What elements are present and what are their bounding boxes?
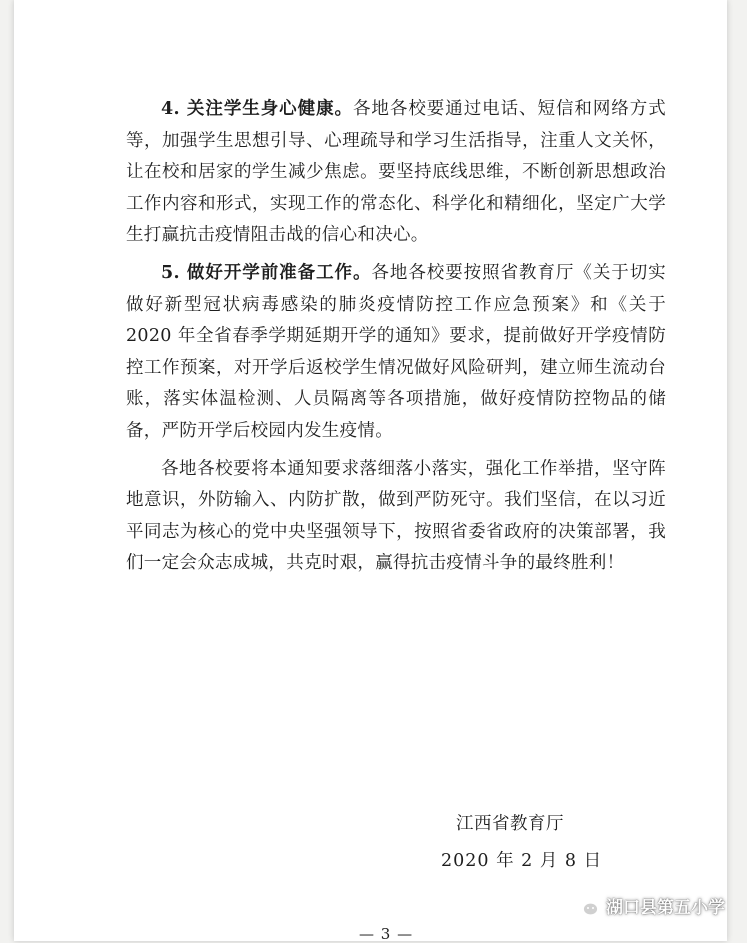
watermark bbox=[572, 893, 725, 918]
signature-date: 2020 年 2 月 8 日 bbox=[441, 851, 603, 871]
paragraph-5-heading: 5. 做好开学前准备工作。 bbox=[161, 262, 372, 283]
document-body bbox=[126, 94, 666, 586]
paragraph-closing-text: 各地各校要将本通知要求落细落小落实，强化工作举措，坚守阵地意识，外防输入、内防扩散，做到严防死守。我们坚信，在以习近平同志为核心的党中央坚强领导下，按照省委省政府的决策部署，我们一定会众志成城，共克时艰，赢得抗击疫情斗争的最终胜利！ bbox=[126, 458, 666, 574]
paragraph-closing bbox=[126, 454, 666, 580]
paragraph-5 bbox=[126, 258, 666, 448]
wechat-icon bbox=[572, 894, 600, 918]
page-number: — 3 — bbox=[359, 925, 414, 943]
paragraph-5-text: 各地各校要按照省教育厅《关于切实做好新型冠状病毒感染的肺炎疫情防控工作应急预案》和《关于 2020 年全省春季学期延期开学的通知》要求，提前做好开学疫情防控工作预案，对开学后返校学生情况做好风险研判，建立师生流动台账，落实体温检测、人员隔离等各项措施，做好疫情防控物品的储备，严防开学后校园内发生疫情。 bbox=[126, 262, 666, 441]
document-page bbox=[14, 0, 727, 941]
watermark-text: 湖口县第五小学 bbox=[606, 898, 725, 918]
paragraph-4-heading: 4. 关注学生身心健康。 bbox=[161, 99, 353, 119]
paragraph-4-text: 各地各校要通过电话、短信和网络方式等，加强学生思想引导、心理疏导和学习生活指导，注重人文关怀，让在校和居家的学生减少焦虑。要坚持底线思维，不断创新思想政治工作内容和形式，实现工作的常态化、科学化和精细化，坚定广大学生打赢抗击疫情阻击战的信心和决心。 bbox=[126, 99, 666, 246]
signature-org: 江西省教育厅 bbox=[456, 814, 564, 834]
paragraph-4 bbox=[126, 94, 666, 252]
